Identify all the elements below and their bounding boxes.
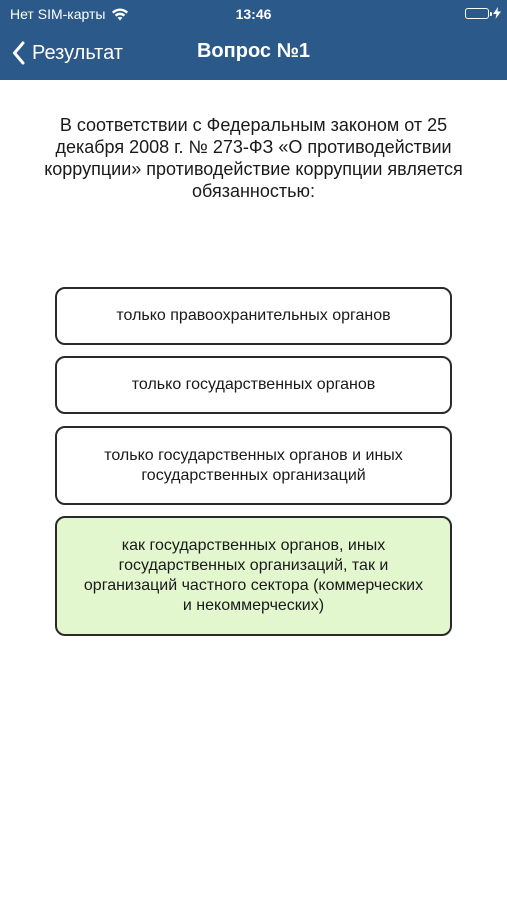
answer-option-1[interactable] bbox=[55, 287, 452, 345]
answer-option-1-label: только правоохранительных органов bbox=[116, 307, 391, 324]
status-bar bbox=[0, 0, 507, 28]
answer-option-2-label: только государственных органов bbox=[131, 376, 376, 393]
back-button-label: Результат bbox=[32, 41, 123, 64]
carrier-label: Нет SIM-карты bbox=[10, 6, 106, 22]
answer-option-4-label: как государственных органов, иных государственных организаций, так и организаций частного сектора (коммерческих и некоммерческих) bbox=[83, 537, 424, 614]
charging-bolt-icon bbox=[493, 7, 501, 19]
battery-group bbox=[465, 7, 501, 19]
answer-option-3-label: только государственных органов и иных государственных организаций bbox=[104, 446, 403, 484]
question-text: В соответствии с Федеральным законом от 25 декабря 2008 г. № 273-ФЗ «О противодействии коррупции» противодействие коррупции является обязанностью: bbox=[44, 115, 463, 201]
battery-icon bbox=[465, 8, 489, 19]
header bbox=[0, 0, 507, 80]
answer-option-2[interactable] bbox=[55, 356, 452, 414]
nav-bar bbox=[0, 28, 507, 80]
answer-option-4-correct[interactable] bbox=[55, 516, 452, 636]
page-title: Вопрос №1 bbox=[196, 40, 310, 62]
status-time: 13:46 bbox=[235, 6, 272, 22]
answer-option-3[interactable] bbox=[55, 426, 452, 505]
